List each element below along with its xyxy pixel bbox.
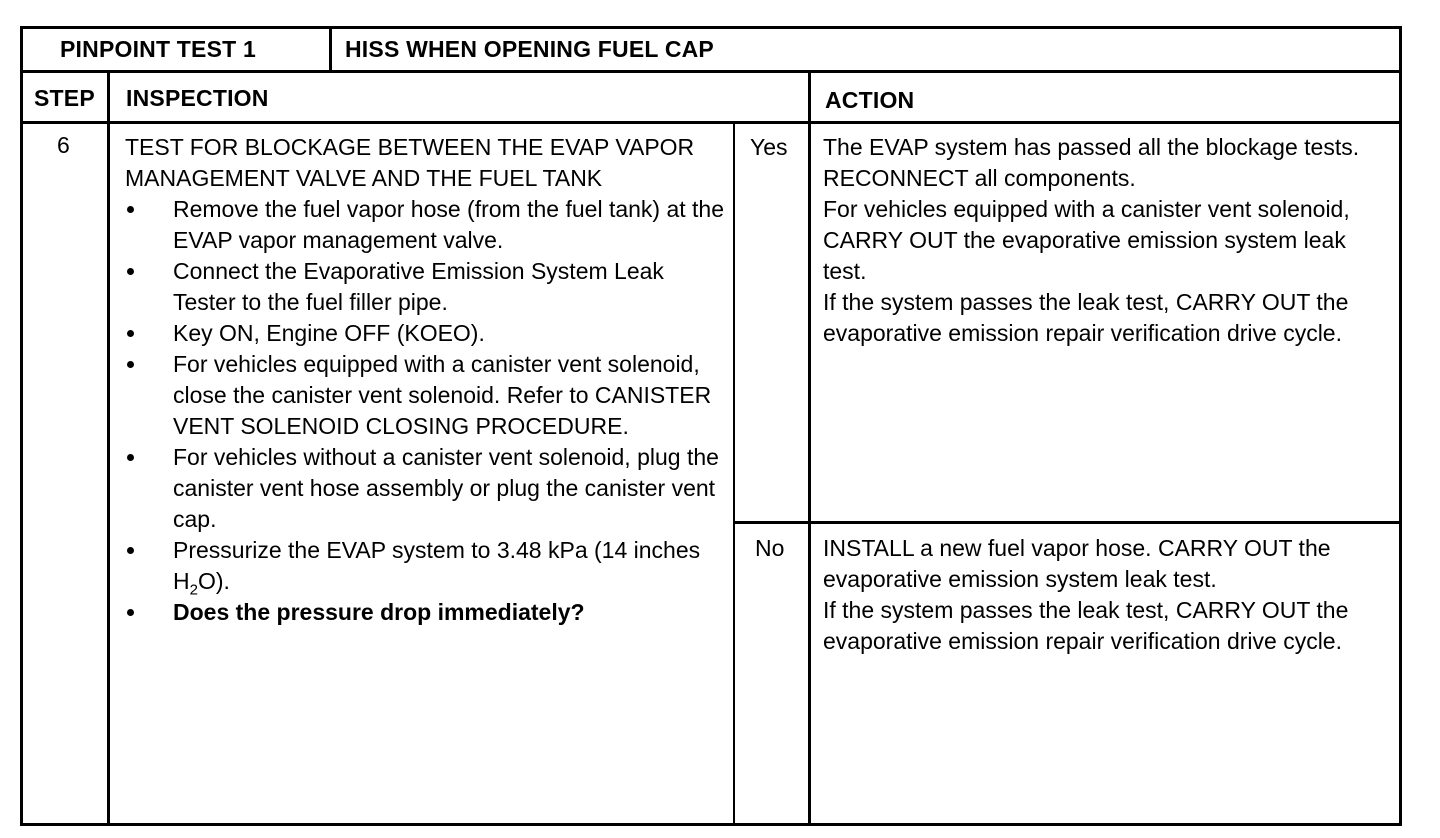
action-column-line [808,72,811,826]
column-header-action: ACTION [825,87,915,113]
bullet-icon [127,547,134,554]
action-yes-paragraph: For vehicles equipped with a canister vent solenoid, CARRY OUT the evaporative emission system leak test. [823,196,1350,284]
step-number: 6 [57,132,70,158]
column-header-inspection: INSPECTION [126,85,269,111]
action-no-paragraph: INSTALL a new fuel vapor hose. CARRY OUT the evaporative emission system leak test. [823,535,1331,592]
inspection-bullet: For vehicles without a canister vent solenoid, plug the canister vent hose assembly or plug the canister vent cap. [125,442,725,535]
bullet-icon [127,361,134,368]
test-title: HISS WHEN OPENING FUEL CAP [345,36,714,62]
bullet-icon [127,609,134,616]
inspection-bullet-list [125,194,725,628]
bullet-icon [127,268,134,275]
yes-label: Yes [750,134,788,160]
action-yes-paragraph: The EVAP system has passed all the blockage tests. RECONNECT all components. [823,134,1360,191]
bullet-icon [127,454,134,461]
inspection-question: Does the pressure drop immediately? [125,597,725,628]
inspection-bullet: Connect the Evaporative Emission System Leak Tester to the fuel filler pipe. [125,256,725,318]
action-yes [823,132,1393,349]
header-divider-line [20,70,1402,73]
inspection-content [125,132,725,628]
action-yes-paragraph: If the system passes the leak test, CARRY OUT the evaporative emission repair verification drive cycle. [823,289,1349,346]
bullet-icon [127,206,134,213]
inspection-bullet: For vehicles equipped with a canister vent solenoid, close the canister vent solenoid. Refer to CANISTER VENT SOLENOID CLOSING PROCEDURE. [125,349,725,442]
bullet-icon [127,330,134,337]
title-separator-line [329,26,332,72]
yes-no-divider-line [734,521,1402,524]
inspection-bullet: Remove the fuel vapor hose (from the fuel tank) at the EVAP vapor management valve. [125,194,725,256]
action-no-paragraph: If the system passes the leak test, CARRY OUT the evaporative emission repair verification drive cycle. [823,597,1349,654]
answer-column-line [733,122,735,826]
step-column-line [107,72,110,826]
action-no [823,533,1393,657]
inspection-heading: TEST FOR BLOCKAGE BETWEEN THE EVAP VAPOR MANAGEMENT VALVE AND THE FUEL TANK [125,134,695,191]
column-header-divider-line [20,121,1402,124]
no-label: No [755,535,785,561]
column-header-step: STEP [34,85,95,111]
inspection-bullet: Pressurize the EVAP system to 3.48 kPa (14 inches $H_2O$). [125,535,725,597]
inspection-bullet: Key ON, Engine OFF (KOEO). [125,318,725,349]
test-label: PINPOINT TEST 1 [60,36,256,62]
